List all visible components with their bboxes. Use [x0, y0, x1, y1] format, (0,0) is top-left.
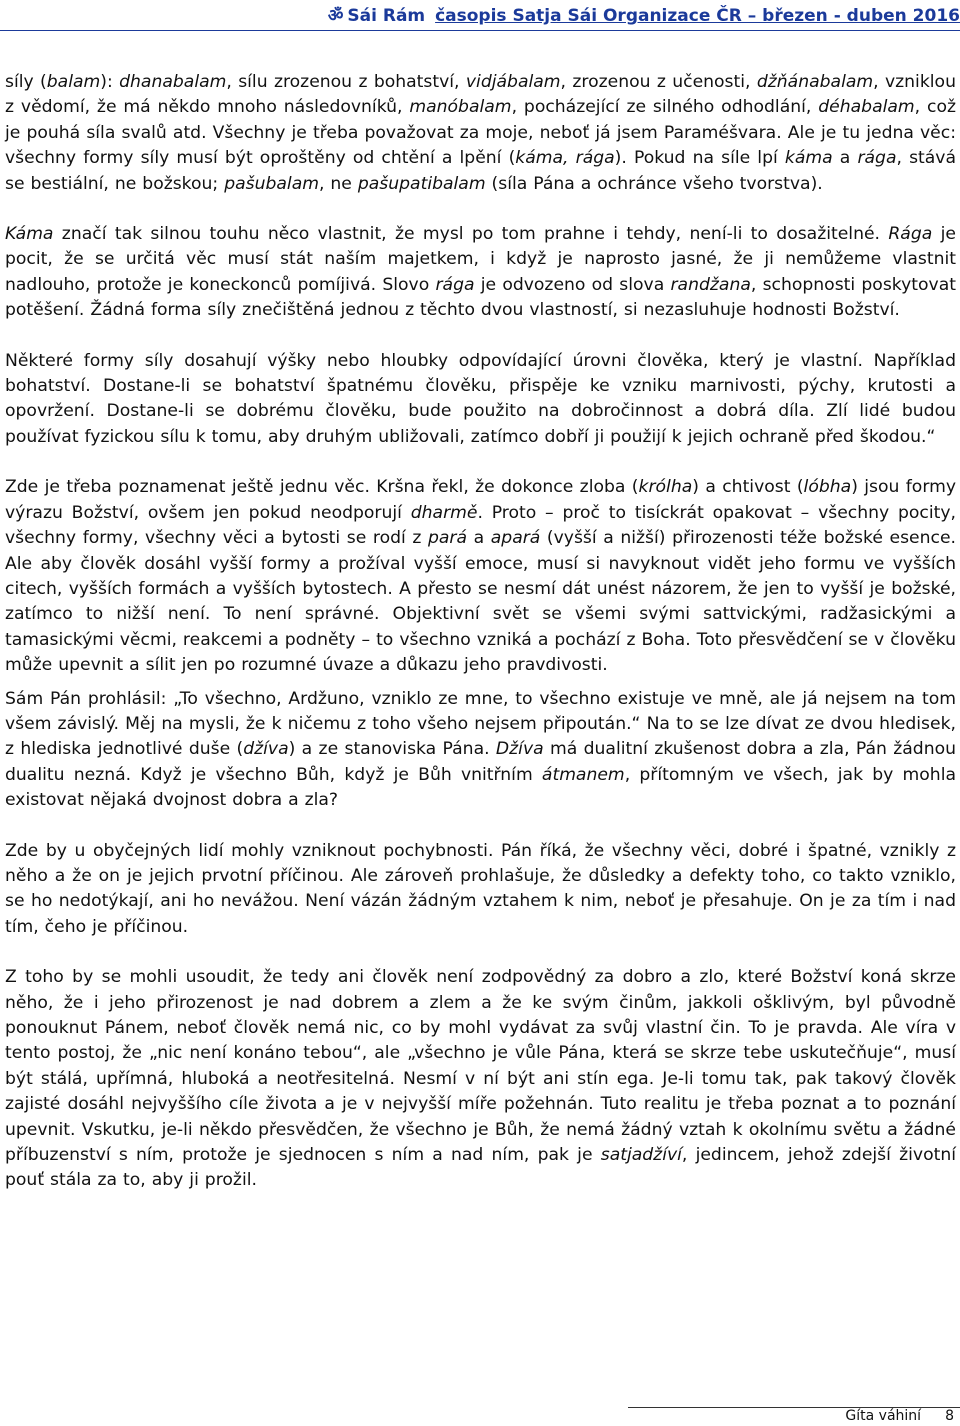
text-run: , sílu zrozenou z bohatství,	[226, 72, 466, 92]
text-run: (vyšší a nižší) přirozenosti téže božské esence. Ale aby člověk dosáhl vyšší formy a prožíval vyšší emoce, musí si navyknout vidět jeho formu ve vyšších citech, vyšších formách a vyšších bytostech. A přesto se nesmí dát unést názorem, že jen to vyšší je božské, zatímco to nižší není. To není správné. Objektivní svět se všemi svými sattvickými, radžasickými a tamasickými věcmi, reakcemi a podněty – to všechno vzniká a pochází z Boha. Toto přesvědčení se v člověku může upevnit a sílit jen po rozumné úvaze a důkazu jeho pravdivosti.	[5, 528, 956, 676]
italic-term: vidjábalam	[465, 72, 561, 92]
italic-term: déhabalam	[818, 97, 915, 118]
italic-term: átmanem	[541, 764, 625, 785]
text-run: (síla Pána a ochránce všeho tvorstva).	[485, 173, 823, 194]
italic-term: džňánabalam	[756, 72, 874, 92]
footer-book-title: Gíta váhiní	[845, 1408, 922, 1424]
italic-term: randžana	[670, 274, 751, 295]
text-run: značí tak silnou touhu něco vlastnit, že mysl po tom prahne i tehdy, není-li to dosažitelné.	[53, 224, 889, 245]
text-run: , pocházející ze silného odhodlání,	[511, 97, 819, 118]
italic-term: pará	[427, 528, 468, 549]
text-run: ) jsou formy výrazu Božství, ovšem jen pokud neodporují	[5, 477, 957, 523]
text-run: a	[832, 148, 858, 169]
italic-term: pašubalam	[224, 173, 319, 194]
paragraph	[5, 222, 956, 324]
page-number: 8	[945, 1408, 954, 1424]
text-run: síly (	[5, 72, 47, 92]
italic-term: rága	[857, 148, 897, 169]
text-run: , schopnosti poskytovat potěšení. Žádná forma síly znečištěná jednou z těchto dvou vlastností, si nezasluhuje hodnosti Božství.	[5, 274, 956, 321]
italic-term: manóbalam	[409, 97, 512, 118]
italic-term: dharmě	[410, 502, 478, 523]
text-run: , což je pouhá síla svalů atd. Všechny je třeba považovat za moje, neboť já jsem Paraméšvara. Ale je tu jedna věc: všechny formy síly musí být oproštěny od chtění a lpění (	[5, 97, 956, 169]
text-run: a	[467, 528, 491, 549]
page-header	[0, 3, 960, 26]
italic-term: dhanabalam	[119, 72, 227, 92]
text-run: , zrozenou z učenosti,	[560, 72, 757, 92]
header-divider	[0, 30, 960, 31]
paragraph	[5, 70, 956, 197]
italic-term: balam	[46, 72, 101, 92]
page-footer	[845, 1408, 954, 1424]
text-run: , vzniklou z vědomí, že má někdo mnoho následovníků,	[5, 72, 956, 118]
text-run: . Proto – proč to tisíckrát opakovat – všechny pocity, všechny formy, všechny věci a bytosti se rodí z	[5, 502, 956, 549]
text-run: ):	[100, 72, 120, 92]
text-run: Některé formy síly dosahují výšky nebo hloubky odpovídající úrovni člověka, který je vlastní. Například bohatství. Dostane-li se bohatství špatnému člověku, přispěje ke vzniku marnivosti, pýchy, krutosti a opovržení. Dostane-li se dobrému člověku, bude použito na dobročinnost a dobrá díla. Zlí lidé budou používat fyzickou sílu k tomu, aby druhým ubližovali, zatímco dobří ji použijí k jejich ochraně před škodou.“	[5, 350, 956, 447]
italic-term: Káma	[5, 224, 54, 245]
text-run: Z toho by se mohli usoudit, že tedy ani člověk není zodpovědný za dobro a zlo, které Božství koná skrze něho, že i jeho přirozenost je nad dobrem a zlem a že ke svým činům, jakkoli ošklivým, byl původně ponouknut Pánem, neboť člověk nemá nic, co by mohl vydávat za svůj vlastní čin. To je pravda. Ale víra v tento postoj, že „nic není konáno tebou“, ale „všechno je vůle Pána, která se skrze tebe uskutečňuje“, musí být stálá, upřímná, hluboká a neotřesitelná. Nesmí v ní být ani stín ega. Je-li tomu tak, pak takový člověk zajisté dosáhl nejvyššího cíle života a je v nejvyšší míře požehnán. Tuto realitu je třeba poznat a to poznání upevnit. Vskutku, je-li někdo přesvědčen, že všechno je Bůh, že nemá žádný vztah k okolnímu světu a žádné příbuzenství s ním, protože je sjednocen s ním a nad ním, pak je	[5, 967, 956, 1166]
italic-term: lóbha	[803, 477, 852, 498]
text-run: , stává se bestiální, ne božskou;	[5, 148, 957, 194]
magazine-subtitle: časopis Satja Sái Organizace ČR – březen - duben 2016	[435, 6, 960, 26]
text-run: , jedincem, jehož zdejší životní pouť stála za to, aby ji prožil.	[5, 1145, 956, 1191]
italic-term: satjadžíví	[600, 1145, 682, 1166]
om-icon: ॐ	[327, 6, 344, 26]
paragraph	[5, 349, 956, 451]
italic-term: apará	[490, 528, 541, 549]
italic-term: káma	[784, 148, 833, 169]
text-run: ). Pokud na síle lpí	[614, 148, 785, 169]
italic-term: káma, rága	[515, 148, 615, 169]
magazine-title: Sái Rám	[347, 6, 426, 26]
paragraph	[5, 965, 956, 1194]
italic-term: džíva	[243, 739, 289, 760]
italic-term: rága	[435, 274, 475, 295]
text-run: Sám Pán prohlásil: „To všechno, Ardžuno, vzniklo ze mne, to všechno existuje ve mně, ale já nejsem na tom všem závislý. Měj na mysli, že k ničemu z toho všeho nejsem připoután.“ Na to se lze dívat ze dvou hledisek, z hlediska jednotlivé duše (	[5, 688, 956, 760]
text-run: má dualitní zkušenost dobra a zla, Pán žádnou dualitu nezná. Když je všechno Bůh, když je Bůh vnitřním	[5, 739, 956, 785]
italic-term: królha	[638, 477, 693, 498]
text-run: ) a ze stanoviska Pána.	[288, 739, 496, 760]
text-run: je pocit, že se určitá věc musí stát naším majetkem, i když je naprosto jasné, že ji nemůžeme vlastnit nadlouho, protože je koneckonců pomíjivá. Slovo	[5, 224, 956, 295]
text-run: , ne	[318, 173, 358, 194]
text-run: ) a chtivost (	[692, 477, 804, 498]
italic-term: Džíva	[495, 739, 544, 760]
article-body	[5, 70, 956, 1194]
text-run: , přítomným ve všech, jak by mohla existovat nějaká dvojnost dobra a zla?	[5, 764, 956, 811]
text-run: je odvozeno od slova	[474, 274, 671, 295]
italic-term: pašupatibalam	[357, 173, 486, 194]
paragraph	[5, 839, 956, 941]
paragraph	[5, 475, 956, 678]
paragraph	[5, 687, 956, 814]
text-run: Zde by u obyčejných lidí mohly vzniknout pochybnosti. Pán říká, že všechny věci, dobré i špatné, vznikly z něho a že on je jejich prvotní příčinou. Ale zároveň prohlašuje, že důsledky a defekty toho, co takto vzniklo, se ho nedotýkají, ani ho nevážou. Není vázán žádným vztahem k nim, neboť je přesahuje. On je za tím i nad tím, čeho je příčinou.	[5, 840, 956, 937]
italic-term: Rága	[888, 224, 933, 245]
text-run: Zde je třeba poznamenat ještě jednu věc. Kršna řekl, že dokonce zloba (	[5, 477, 639, 498]
